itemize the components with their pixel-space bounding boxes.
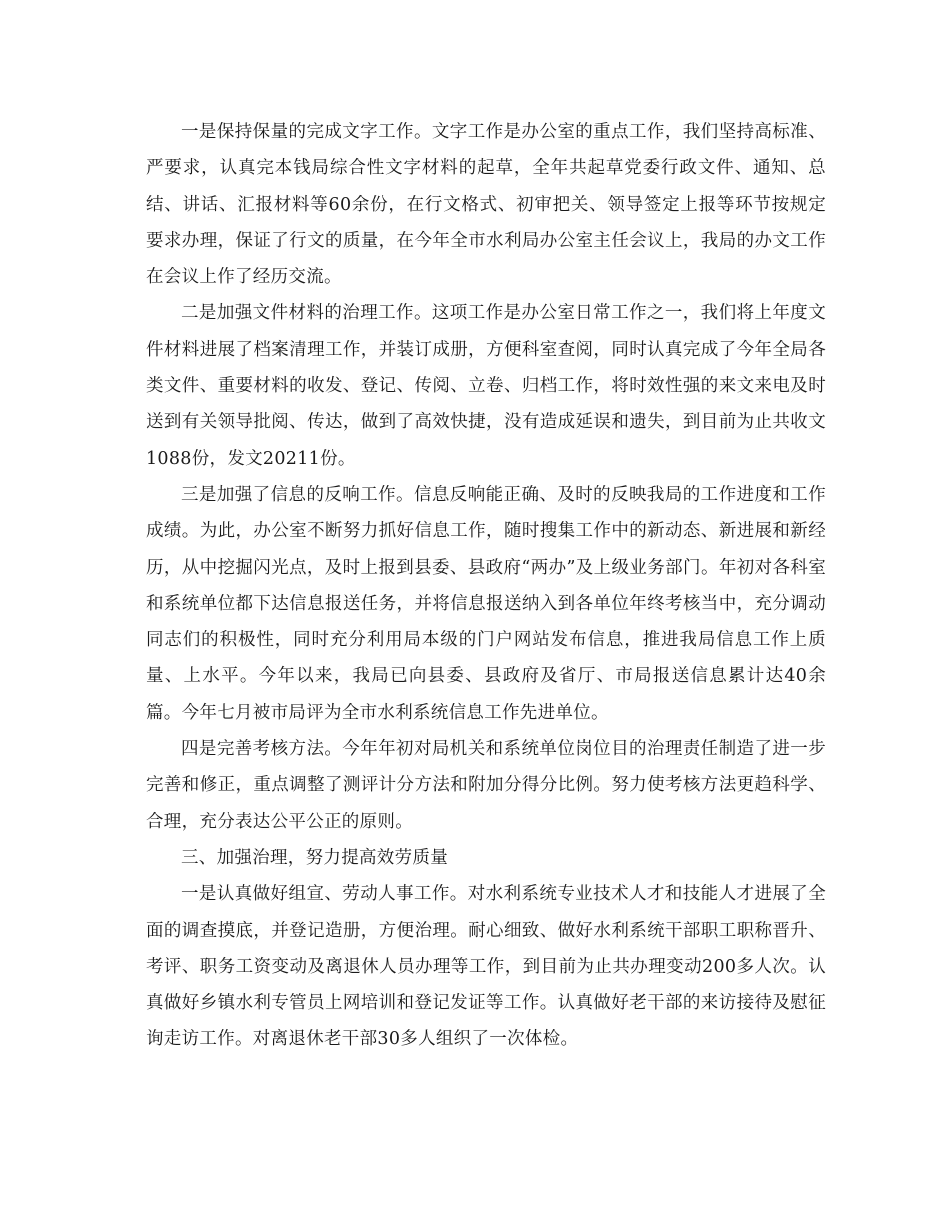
section-heading-management: 三、加强治理，努力提高效劳质量 [181, 847, 448, 868]
paragraph-text-work: 一是保持保量的完成文字工作。文字工作是办公室的重点工作，我们坚持高标准、严要求，认真完本钱局综合性文字材料的起草，全年共起草党委行政文件、通知、总结、讲话、汇报材料等60余份，在行文格式、初审把关、领导签定上报等环节按规定要求办理，保证了行文的质量，在今年全市水利局办公室主任会议上，我局的办文工作在会议上作了经历交流。 [146, 122, 826, 288]
paragraph-information-feedback: 三是加强了信息的反响工作。信息反响能正确、及时的反映我局的工作进度和工作成绩。为此，办公室不断努力抓好信息工作，随时搜集工作中的新动态、新进展和新经历，从中挖掘闪光点，及时上报到县委、县政府“两办”及上级业务部门。年初对各科室和系统单位都下达信息报送任务，并将信息报送纳入到各单位年终考核当中，充分调动同志们的积极性，同时充分利用局本级的门户网站发布信息，推进我局信息工作上质量、上水平。今年以来，我局已向县委、县政府及省厅、市局报送信息累计达40余篇。今年七月被市局评为全市水利系统信息工作先进单位。 [146, 484, 826, 723]
paragraph-file-management: 二是加强文件材料的治理工作。这项工作是办公室日常工作之一，我们将上年度文件材料进展了档案清理工作，并装订成册，方便科室查阅，同时认真完成了今年全局各类文件、重要材料的收发、登记、传阅、立卷、归档工作，将时效性强的来文来电及时送到有关领导批阅、传达，做到了高效快捷，没有造成延误和遗失，到目前为止共收文1088份，发文20211份。 [146, 303, 826, 469]
paragraph-personnel-work: 一是认真做好组宣、劳动人事工作。对水利系统专业技术人才和技能人才进展了全面的调查摸底，并登记造册，方便治理。耐心细致、做好水利系统干部职工职称晋升、考评、职务工资变动及离退休人员办理等工作，到目前为止共办理变动200多人次。认真做好乡镇水利专管员上网培训和登记发证等工作。认真做好老干部的来访接待及慰征询走访工作。对离退休老干部30多人组织了一次体检。 [146, 884, 826, 1050]
document-body [146, 114, 826, 1058]
paragraph-assessment-method: 四是完善考核方法。今年年初对局机关和系统单位岗位目的治理责任制造了进一步完善和修正，重点调整了测评计分方法和附加分得分比例。努力使考核方法更趋科学、合理，充分表达公平公正的原则。 [146, 739, 826, 832]
